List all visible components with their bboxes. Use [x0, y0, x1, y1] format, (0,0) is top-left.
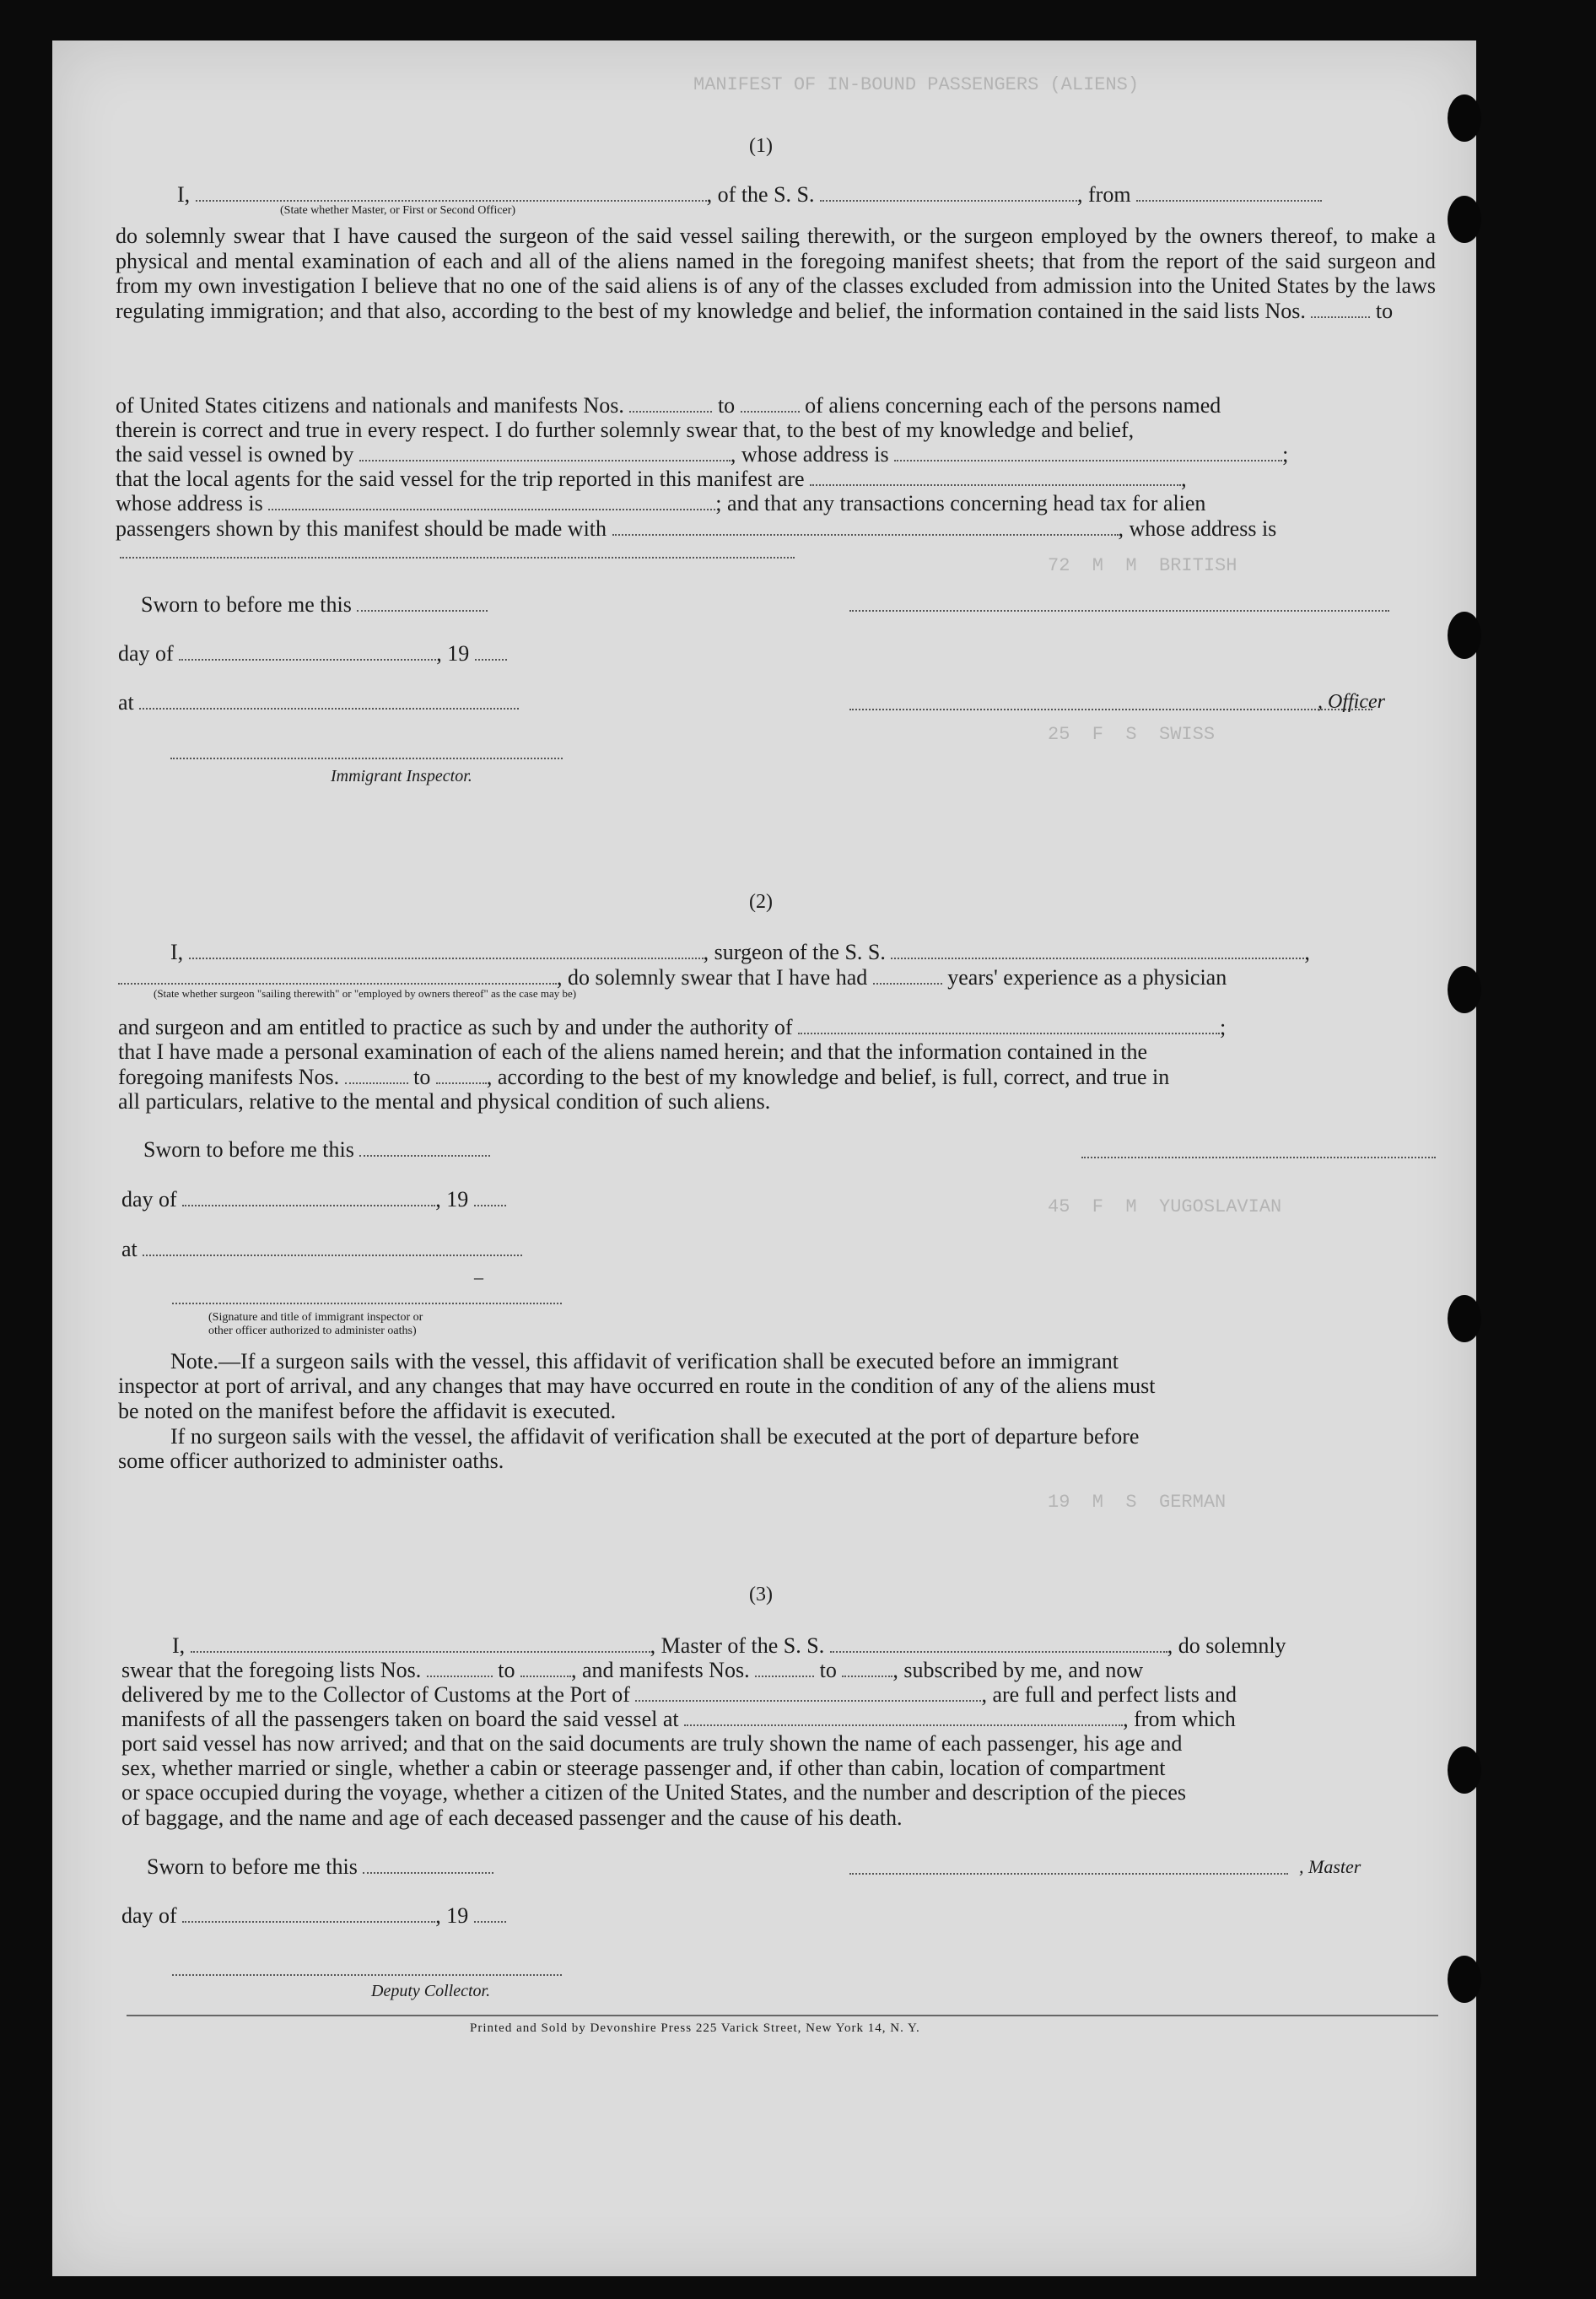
note-line-4: If no surgeon sails with the vessel, the affidavit of verification shall be executed at the port of departure before [170, 1424, 1140, 1449]
section-2-line-2-caption: (State whether surgeon "sailing therewith" or "employed by owners thereof" as the case may be) [154, 987, 577, 1000]
officer-signature-line [849, 610, 1389, 612]
punch-hole [1448, 1295, 1481, 1342]
manifest-back-page [52, 40, 1476, 2276]
section-2-at: at [121, 1239, 522, 1260]
section-3-line-2: swear that the foregoing lists Nos. to , and manifests Nos. to , subscribed by me, and now [121, 1658, 1144, 1682]
footer-rule [127, 2015, 1438, 2016]
section-1-body: do solemnly swear that I have caused the surgeon of the said vessel sailing therewith, or the surgeon employed by the owners thereof, to make a physical and mental examination of each and all of the aliens named in the foregoing manifest sheets; that from the report of the said surgeon and from my own investigation I believe that no one of the said aliens is of any of the classes excluded from admission into the United States by the laws regulating immigration; and that also, according to the best of my knowledge and belief, the information contained in the said lists Nos. to [116, 224, 1436, 323]
section-3-line-3: delivered by me to the Collector of Customs at the Port of , are full and perfect lists and [121, 1682, 1237, 1707]
note-line-2: inspector at port of arrival, and any changes that may have occurred en route in the condition of any of the aliens must [118, 1373, 1156, 1398]
bleed-through-text: MANIFEST OF IN-BOUND PASSENGERS (ALIENS) [693, 74, 1140, 95]
bleed-through-text: 25 F S SWISS [1048, 724, 1216, 745]
section-3-line-7: or space occupied during the voyage, whether a citizen of the United States, and the number and description of the pieces [121, 1780, 1187, 1805]
inspector-signature-line [170, 758, 563, 759]
note-line-3: be noted on the manifest before the affidavit is executed. [118, 1399, 617, 1423]
bleed-through-text: 72 M M BRITISH [1048, 555, 1237, 576]
section-1-line-owned: the said vessel is owned by , whose address is ; [116, 442, 1289, 467]
section-1-sworn: Sworn to before me this [141, 594, 488, 616]
collector-signature-line [172, 1974, 562, 1976]
section-2-sworn: Sworn to before me this [143, 1139, 490, 1161]
section-1-address-rule [120, 557, 795, 559]
section-2-signature-line [172, 1303, 562, 1304]
section-2-number: (2) [749, 891, 773, 913]
section-1-line-therein: therein is correct and true in every respect. I do further solemnly swear that, to the best of my knowledge and belief, [116, 418, 1135, 442]
officer-title-line [849, 709, 1372, 710]
section-1-at: at [118, 692, 519, 714]
surgeon-signature-line [1081, 1157, 1436, 1158]
of-ss-label: , of the S. S. [706, 182, 815, 207]
section-2-line-4: that I have made a personal examination of each of the aliens named herein; and that the information contained in the [118, 1039, 1148, 1064]
section-2-dash: – [474, 1266, 483, 1287]
i-label: I, [177, 182, 191, 207]
bleed-through-text: 19 M S GERMAN [1048, 1492, 1227, 1513]
section-3-line-6: sex, whether married or single, whether a cabin or steerage passenger and, if other than cabin, location of compartment [121, 1756, 1166, 1780]
section-2-line-1: I, , surgeon of the S. S. , [170, 940, 1310, 964]
section-3-line-5: port said vessel has now arrived; and that on the said documents are truly shown the name of each passenger, his age and [121, 1731, 1183, 1756]
section-1-line-passengers: passengers shown by this manifest should be made with , whose address is [116, 516, 1277, 541]
section-2-day-of: day of , 19 [121, 1189, 506, 1211]
section-3-line-8: of baggage, and the name and age of each deceased passenger and the cause of his death. [121, 1805, 903, 1830]
note-line-1: Note.—If a surgeon sails with the vessel, this affidavit of verification shall be executed before an immigrant [170, 1349, 1119, 1373]
punch-hole [1448, 1956, 1481, 2003]
punch-hole [1448, 966, 1481, 1013]
section-1-line-1 [177, 184, 1322, 206]
master-signature-line [849, 1873, 1288, 1875]
section-1-line-us: of United States citizens and nationals and manifests Nos. to of aliens concerning each of the persons named [116, 393, 1221, 418]
section-1-line-agents: that the local agents for the said vessel for the trip reported in this manifest are , [116, 467, 1187, 491]
bleed-through-text: 45 F M YUGOSLAVIAN [1048, 1196, 1282, 1217]
section-3-number: (3) [749, 1584, 773, 1606]
officer-label: , Officer [1318, 691, 1385, 713]
section-2-signer-2: other officer authorized to administer oaths) [208, 1325, 417, 1337]
section-2-signer-1: (Signature and title of immigrant inspector or [208, 1311, 423, 1324]
section-1-day-of: day of , 19 [118, 643, 507, 665]
punch-hole [1448, 196, 1481, 243]
section-1-line-address: whose address is ; and that any transactions concerning head tax for alien [116, 491, 1206, 515]
section-3-sworn: Sworn to before me this [147, 1856, 493, 1878]
punch-hole [1448, 612, 1481, 659]
section-2-line-5: foregoing manifests Nos. to , according to the best of my knowledge and belief, is full, correct, and true in [118, 1065, 1170, 1089]
from-label: , from [1077, 182, 1131, 207]
section-2-line-3: and surgeon and am entitled to practice as such by and under the authority of ; [118, 1015, 1227, 1039]
master-label: , Master [1299, 1856, 1361, 1877]
punch-hole [1448, 94, 1481, 142]
section-3-line-4: manifests of all the passengers taken on board the said vessel at , from which [121, 1707, 1236, 1731]
section-2-line-2: , do solemnly swear that I have had years' experience as a physician [118, 967, 1227, 989]
inspector-label: Immigrant Inspector. [331, 767, 472, 785]
section-1-line-1-caption: (State whether Master, or First or Second Officer) [280, 204, 516, 217]
section-3-day-of: day of , 19 [121, 1905, 506, 1927]
note-line-5: some officer authorized to administer oaths. [118, 1449, 504, 1473]
printer-footer: Printed and Sold by Devonshire Press 225 Varick Street, New York 14, N. Y. [470, 2021, 920, 2035]
punch-hole [1448, 1746, 1481, 1794]
collector-label: Deputy Collector. [371, 1982, 491, 2000]
section-3-line-1: I, , Master of the S. S. , do solemnly [172, 1633, 1286, 1658]
section-2-line-6: all particulars, relative to the mental and physical condition of such aliens. [118, 1089, 771, 1114]
section-1-number: (1) [749, 135, 773, 157]
